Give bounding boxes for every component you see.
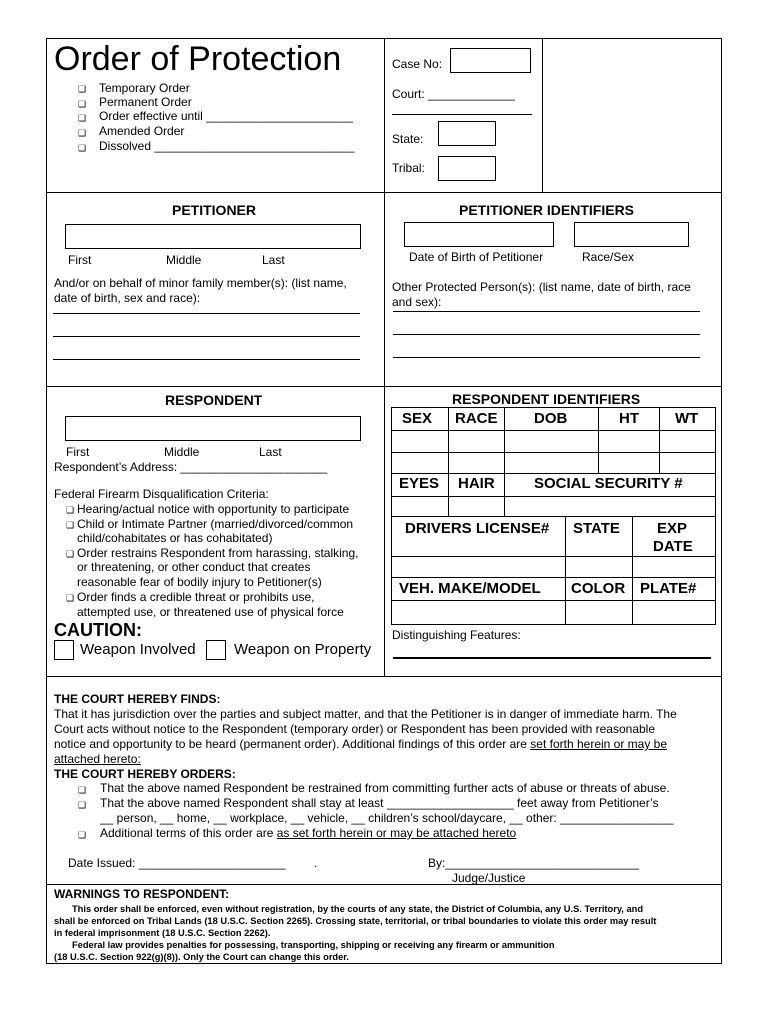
date-issued-field[interactable]: Date Issued: ______________________ xyxy=(68,856,286,870)
checkbox-dissolved[interactable]: ❏ xyxy=(78,143,87,153)
order-additional-terms xyxy=(100,826,516,841)
checkbox-hearing-notice[interactable]: ❏ xyxy=(66,505,75,515)
option-permanent-order: Permanent Order xyxy=(99,95,192,109)
state-label: State: xyxy=(392,132,424,146)
tbl-v5 xyxy=(448,473,449,516)
date-dot: . xyxy=(314,856,318,870)
tbl-v2 xyxy=(504,407,505,473)
respondent-identifiers-heading: RESPONDENT IDENTIFIERS xyxy=(452,391,641,407)
col-exp: EXP xyxy=(657,520,688,537)
respondent-bottom-rule xyxy=(46,676,722,677)
petitioner-middle-label: Middle xyxy=(166,253,202,267)
tbl-v4 xyxy=(659,407,660,473)
col-state: STATE xyxy=(573,520,620,537)
tbl-h8 xyxy=(391,600,716,601)
tbl-v7 xyxy=(565,516,566,624)
respondent-middle-label: Middle xyxy=(164,445,200,459)
col-wt: WT xyxy=(675,410,699,427)
tbl-h9 xyxy=(391,624,716,625)
other-protected-text-1: Other Protected Person(s): (list name, date of birth, race xyxy=(392,280,691,294)
petitioner-last-label: Last xyxy=(262,253,285,267)
criteria-hearing-notice: Hearing/actual notice with opportunity to participate xyxy=(77,502,350,516)
warning-line-3: in federal imprisonment (18 U.S.C. Section 2262). xyxy=(54,928,271,938)
warning-line-4: Federal law provides penalties for possessing, transporting, shipping or receiving any firearm or ammunition xyxy=(72,940,555,950)
petitioner-bottom-rule xyxy=(46,386,722,387)
tribal-input[interactable] xyxy=(438,156,496,181)
court-finds-heading: THE COURT HEREBY FINDS: xyxy=(54,692,221,706)
col-race: RACE xyxy=(455,410,498,427)
center-divider xyxy=(384,38,385,676)
tbl-h1 xyxy=(391,430,716,431)
respondent-last-label: Last xyxy=(259,445,282,459)
other-protected-line-2[interactable] xyxy=(393,334,700,335)
checkbox-amended[interactable]: ❏ xyxy=(78,128,87,138)
col-dob: DOB xyxy=(534,410,568,427)
checkbox-restrains-harassing[interactable]: ❏ xyxy=(66,549,75,559)
criteria-child-partner: Child or Intimate Partner (married/divorced/common xyxy=(77,517,354,531)
petitioner-race-sex-input[interactable] xyxy=(574,222,689,247)
caution-label: CAUTION: xyxy=(54,620,142,640)
warning-line-2: shall be enforced on Tribal Lands (18 U.S.C. Section 2265). Crossing state, territorial, or tribal boundaries to violate this order may result xyxy=(54,916,657,926)
case-no-label: Case No: xyxy=(392,57,443,71)
checkbox-order-stay-away[interactable]: ❏ xyxy=(78,800,87,810)
minor-members-line-3[interactable] xyxy=(53,359,360,360)
tbl-h6 xyxy=(391,556,716,557)
col-ssn: SOCIAL SECURITY # xyxy=(534,475,683,492)
option-amended-order: Amended Order xyxy=(99,124,185,138)
tbl-h3 xyxy=(391,473,716,474)
weapon-involved-label: Weapon Involved xyxy=(80,641,196,658)
checkbox-child-partner[interactable]: ❏ xyxy=(66,520,75,530)
other-protected-text-2: and sex): xyxy=(392,295,442,309)
firearm-criteria-heading: Federal Firearm Disqualification Criteria: xyxy=(54,487,269,501)
tbl-right xyxy=(715,407,716,625)
finds-line-2: Court acts without notice to the Respondent (temporary order) or Respondent has been provided with reasonable xyxy=(54,722,656,736)
criteria-credible-threat: Order finds a credible threat or prohibits use, xyxy=(77,590,315,604)
col-drivers-license: DRIVERS LICENSE# xyxy=(405,520,550,537)
checkbox-permanent[interactable]: ❏ xyxy=(78,99,87,109)
right-border xyxy=(721,38,722,964)
finds-line-3 xyxy=(54,737,667,752)
col-color: COLOR xyxy=(571,580,626,597)
warning-line-1: This order shall be enforced, even without registration, by the courts of any state, the District of Columbia, any U.S. Territory, and xyxy=(72,904,643,914)
distinguishing-features-label: Distinguishing Features: xyxy=(392,628,521,642)
criteria-credible-threat-cont: attempted use, or threatened use of physical force xyxy=(77,605,344,619)
other-protected-line-1[interactable] xyxy=(393,311,700,312)
weapon-property-checkbox[interactable] xyxy=(206,640,226,660)
petitioner-first-label: First xyxy=(68,253,92,267)
warnings-heading: WARNINGS TO RESPONDENT: xyxy=(54,887,230,901)
criteria-restrains-cont-2: reasonable fear of bodily injury to Petitioner(s) xyxy=(77,575,322,589)
minor-members-line-1[interactable] xyxy=(53,313,360,314)
tbl-v8 xyxy=(632,516,633,624)
tbl-h5 xyxy=(391,516,716,517)
criteria-restrains-harassing: Order restrains Respondent from harassing, stalking, xyxy=(77,546,359,560)
col-hair: HAIR xyxy=(458,475,495,492)
checkbox-credible-threat[interactable]: ❏ xyxy=(66,593,75,603)
header-right-divider xyxy=(542,38,543,192)
minor-members-text-1: And/or on behalf of minor family member(s): (list name, xyxy=(54,276,347,290)
minor-members-text-2: date of birth, sex and race): xyxy=(54,291,201,305)
criteria-child-partner-cont: child/cohabitates or has cohabitated) xyxy=(77,531,273,545)
judge-justice-label: Judge/Justice xyxy=(452,871,526,885)
weapon-property-label: Weapon on Property xyxy=(234,641,372,658)
petitioner-race-sex-label: Race/Sex xyxy=(582,250,635,264)
option-order-effective: Order effective until ______________________ xyxy=(99,109,353,123)
respondent-heading: RESPONDENT xyxy=(165,392,263,408)
respondent-first-label: First xyxy=(66,445,90,459)
respondent-name-input[interactable] xyxy=(65,416,361,441)
order-stay-away-places: __ person, __ home, __ workplace, __ vehicle, __ children’s school/daycare, __ other: _________________ xyxy=(100,811,674,825)
court-second-line[interactable] xyxy=(392,114,532,115)
checkbox-temporary[interactable]: ❏ xyxy=(78,84,87,94)
court-label: Court: _____________ xyxy=(392,87,515,101)
order-stay-away: That the above named Respondent shall stay at least ___________________ feet away from Petitioner’s xyxy=(100,796,659,810)
warnings-top-rule xyxy=(46,884,722,885)
petitioner-identifiers-heading: PETITIONER IDENTIFIERS xyxy=(459,202,635,218)
left-border xyxy=(46,38,47,964)
option-dissolved: Dissolved ______________________________ xyxy=(99,139,355,153)
tbl-v6 xyxy=(504,473,505,516)
weapon-involved-checkbox[interactable] xyxy=(54,640,74,660)
checkbox-order-restrained[interactable]: ❏ xyxy=(78,785,87,795)
finds-line-1: That it has jurisdiction over the parties and subject matter, and that the Petitioner is in danger of immediate harm. The xyxy=(54,707,677,721)
petitioner-heading: PETITIONER xyxy=(172,202,257,218)
col-eyes: EYES xyxy=(399,475,440,492)
tbl-v1 xyxy=(448,407,449,473)
col-exp-date: DATE xyxy=(653,538,693,555)
distinguishing-features-line[interactable] xyxy=(393,657,711,659)
tbl-h2 xyxy=(391,452,716,453)
respondent-address-label: Respondent’s Address: ______________________ xyxy=(54,460,328,474)
col-plate: PLATE# xyxy=(640,580,697,597)
col-sex: SEX xyxy=(402,410,433,427)
finds-line-3-underlined: set forth herein or may be xyxy=(530,737,668,751)
col-ht: HT xyxy=(619,410,639,427)
finds-line-4: attached hereto: xyxy=(54,752,141,766)
judge-signature-field[interactable]: By:_____________________________ xyxy=(428,856,639,870)
order-restrained: That the above named Respondent be restrained from committing further acts of abuse or threats of abuse. xyxy=(100,781,670,795)
checkbox-order-additional[interactable]: ❏ xyxy=(78,830,87,840)
option-temporary-order: Temporary Order xyxy=(99,81,190,95)
page-title: Order of Protection xyxy=(54,40,342,78)
tbl-h7 xyxy=(391,577,716,578)
petitioner-name-input[interactable] xyxy=(65,224,361,249)
minor-members-line-2[interactable] xyxy=(53,336,360,337)
order-additional-text: Additional terms of this order are xyxy=(100,826,277,840)
order-additional-underlined: as set forth herein or may be attached hereto xyxy=(276,826,517,840)
finds-line-3-text: notice and opportunity to be heard (permanent order). Additional findings of this order are xyxy=(54,737,531,751)
petitioner-dob-input[interactable] xyxy=(404,222,554,247)
col-veh-make-model: VEH. MAKE/MODEL xyxy=(399,580,541,597)
other-protected-line-3[interactable] xyxy=(393,357,700,358)
tribal-label: Tribal: xyxy=(392,161,425,175)
tbl-left xyxy=(391,407,392,625)
tbl-v3 xyxy=(598,407,599,473)
tbl-top xyxy=(391,407,716,408)
petitioner-dob-label: Date of Birth of Petitioner xyxy=(409,250,544,264)
checkbox-effective[interactable]: ❏ xyxy=(78,113,87,123)
tbl-h4 xyxy=(391,496,716,497)
warning-line-5: (18 U.S.C. Section 922(g)(8)). Only the Court can change this order. xyxy=(54,952,349,962)
state-input[interactable] xyxy=(438,121,496,146)
bottom-border xyxy=(46,963,722,964)
case-no-input[interactable] xyxy=(450,48,531,73)
criteria-restrains-cont-1: or threatening, or other conduct that creates xyxy=(77,560,311,574)
court-orders-heading: THE COURT HEREBY ORDERS: xyxy=(54,767,236,781)
header-bottom-rule xyxy=(46,192,722,193)
